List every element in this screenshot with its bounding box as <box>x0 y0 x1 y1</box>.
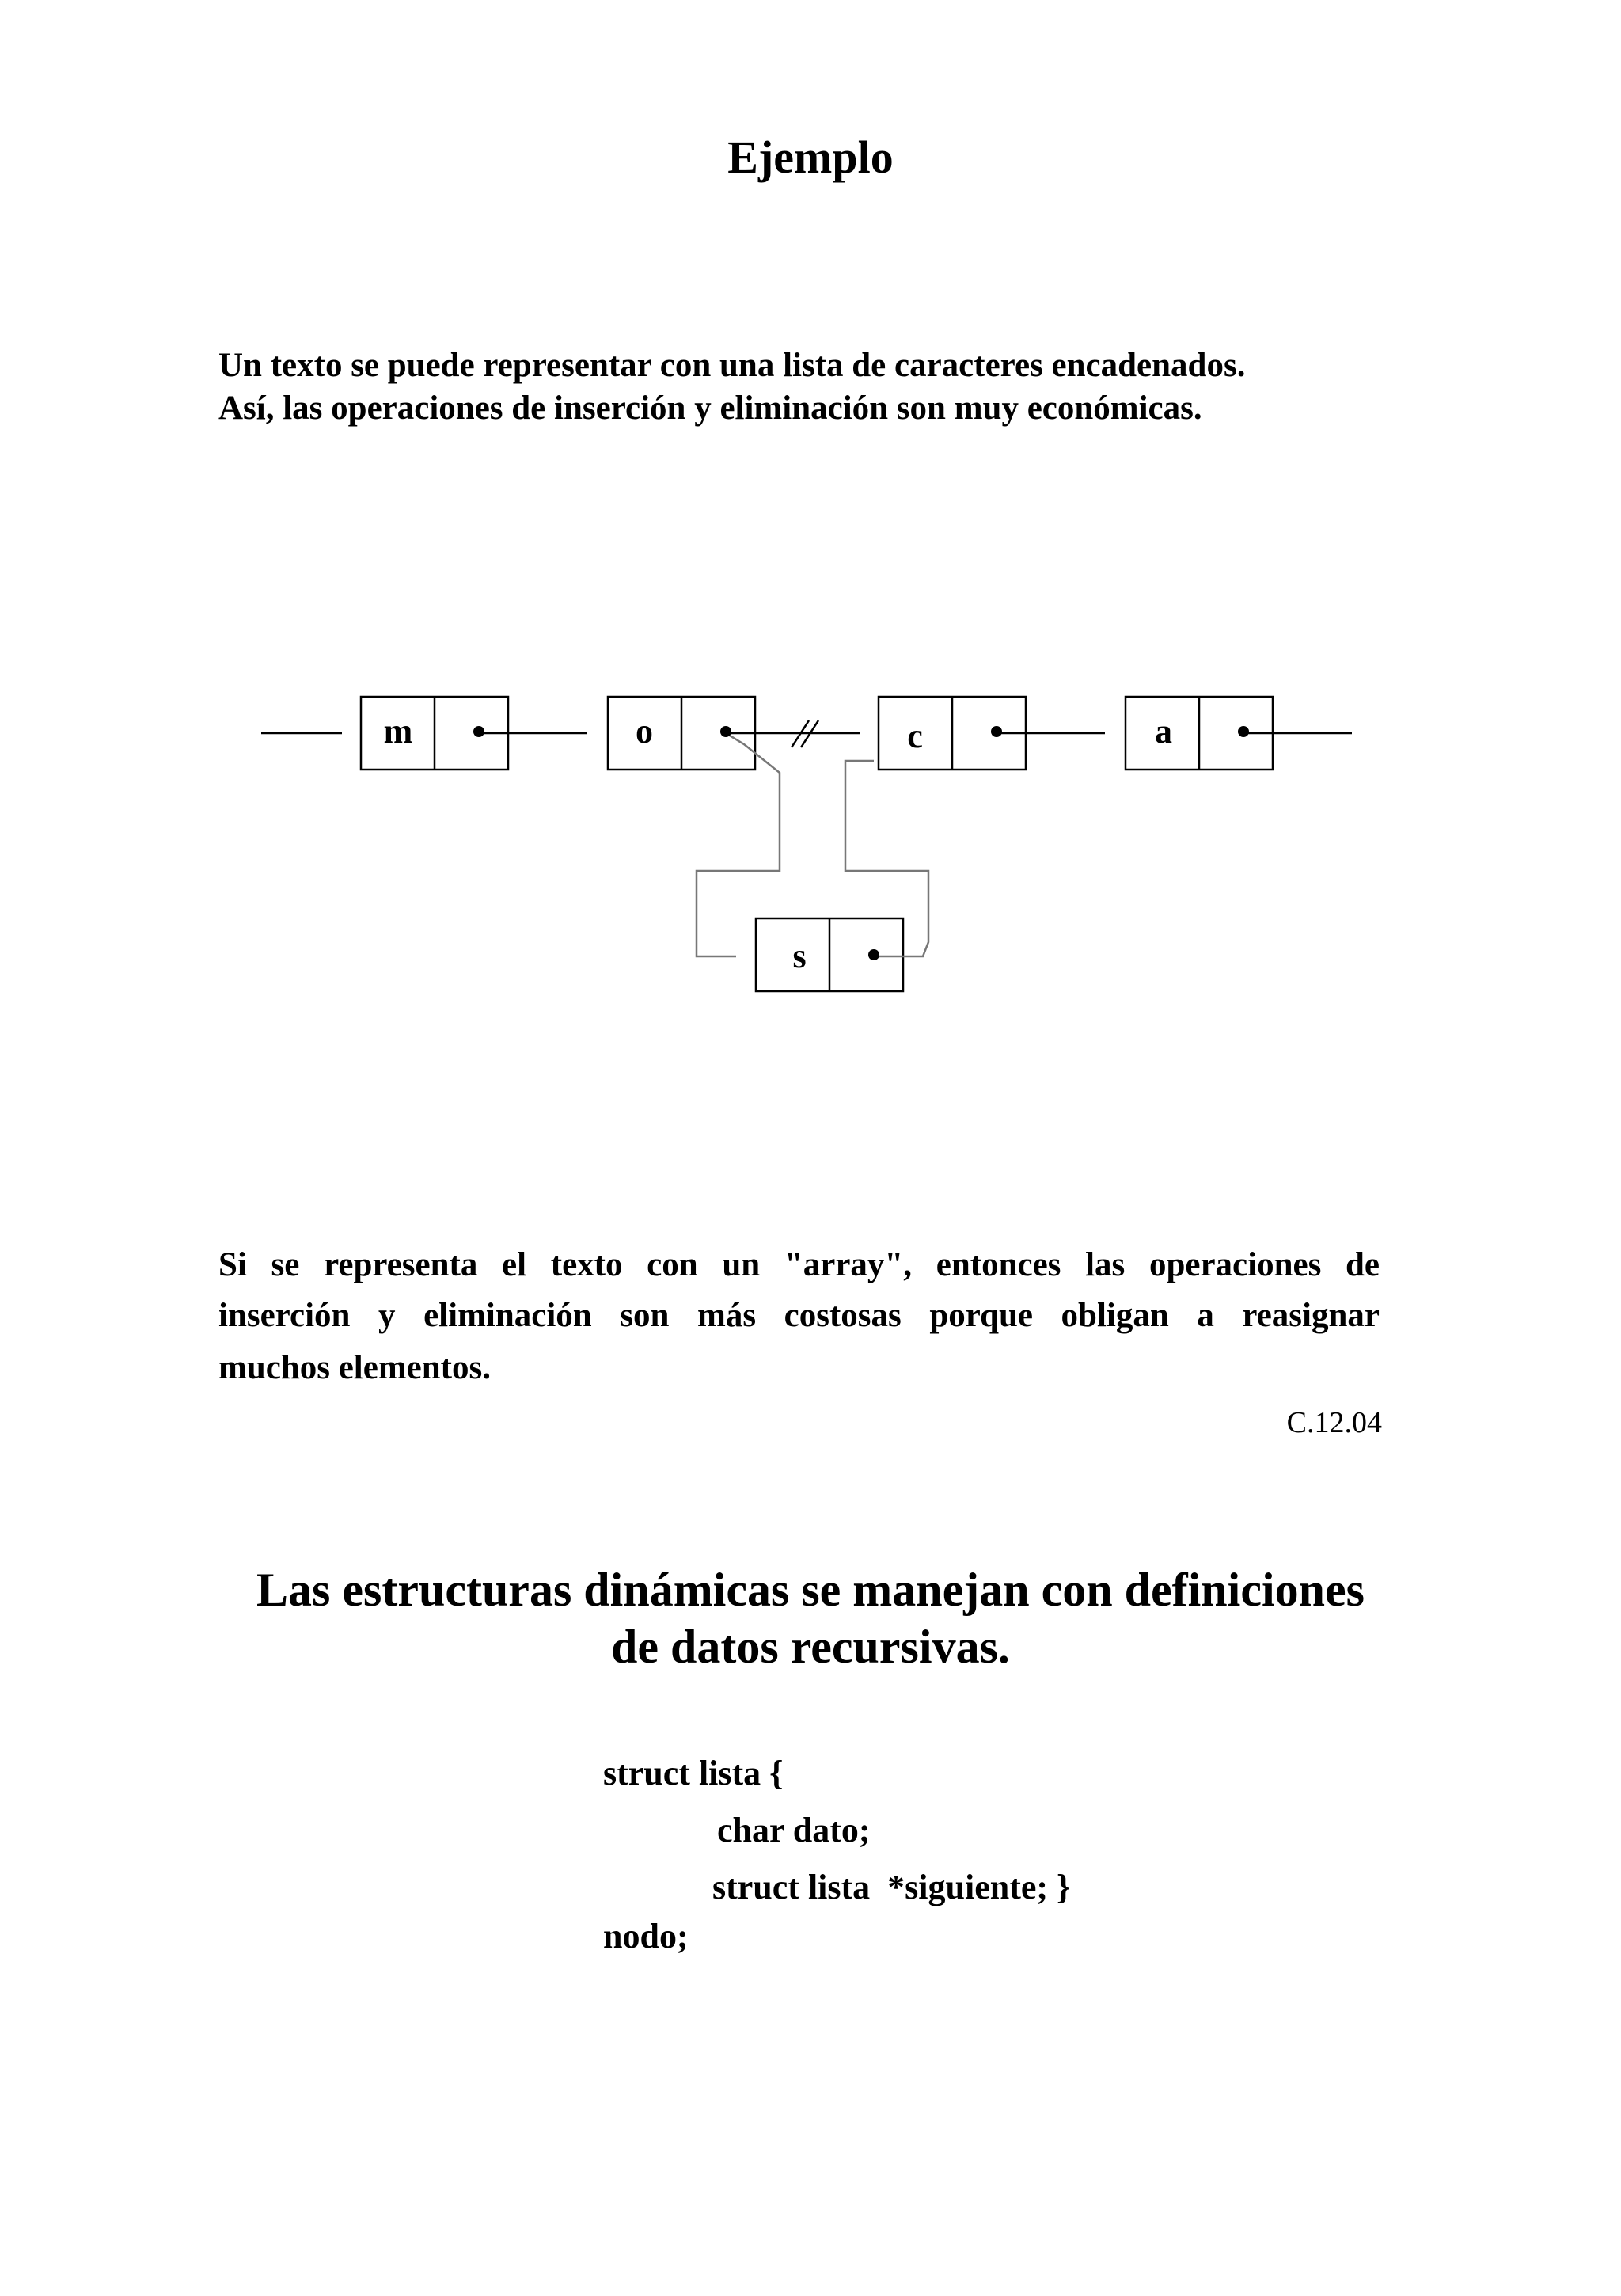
node-label-o: o <box>636 712 653 751</box>
section-heading-line-1: Las estructuras dinámicas se manejan con definiciones <box>256 1564 1365 1616</box>
array-note-line-3: muchos elementos. <box>218 1349 491 1386</box>
intro-line-1: Un texto se puede representar con una lista de caracteres encadenados. <box>218 347 1246 384</box>
code-line-1: struct lista { <box>603 1754 784 1792</box>
intro-line-2: Así, las operaciones de inserción y eliminación son muy económicas. <box>218 390 1202 427</box>
page-reference: C.12.04 <box>1286 1406 1382 1439</box>
page-title: Ejemplo <box>727 131 894 183</box>
code-line-2: char dato; <box>717 1811 871 1849</box>
section-heading-line-2: de datos recursivas. <box>611 1621 1010 1673</box>
node-label-c: c <box>907 717 923 755</box>
array-note-line-2: inserción y eliminación son más costosas porque obligan a reasignar <box>218 1297 1380 1334</box>
node-label-s: s <box>792 937 807 975</box>
code-line-3: struct lista *siguiente; } <box>712 1868 1071 1906</box>
code-line-4: nodo; <box>603 1917 689 1956</box>
array-note-line-1: Si se representa el texto con un "array", entonces las operaciones de <box>218 1246 1380 1283</box>
linked-list-diagram <box>0 0 1621 1029</box>
node-label-m: m <box>383 712 413 751</box>
node-label-a: a <box>1155 712 1172 751</box>
